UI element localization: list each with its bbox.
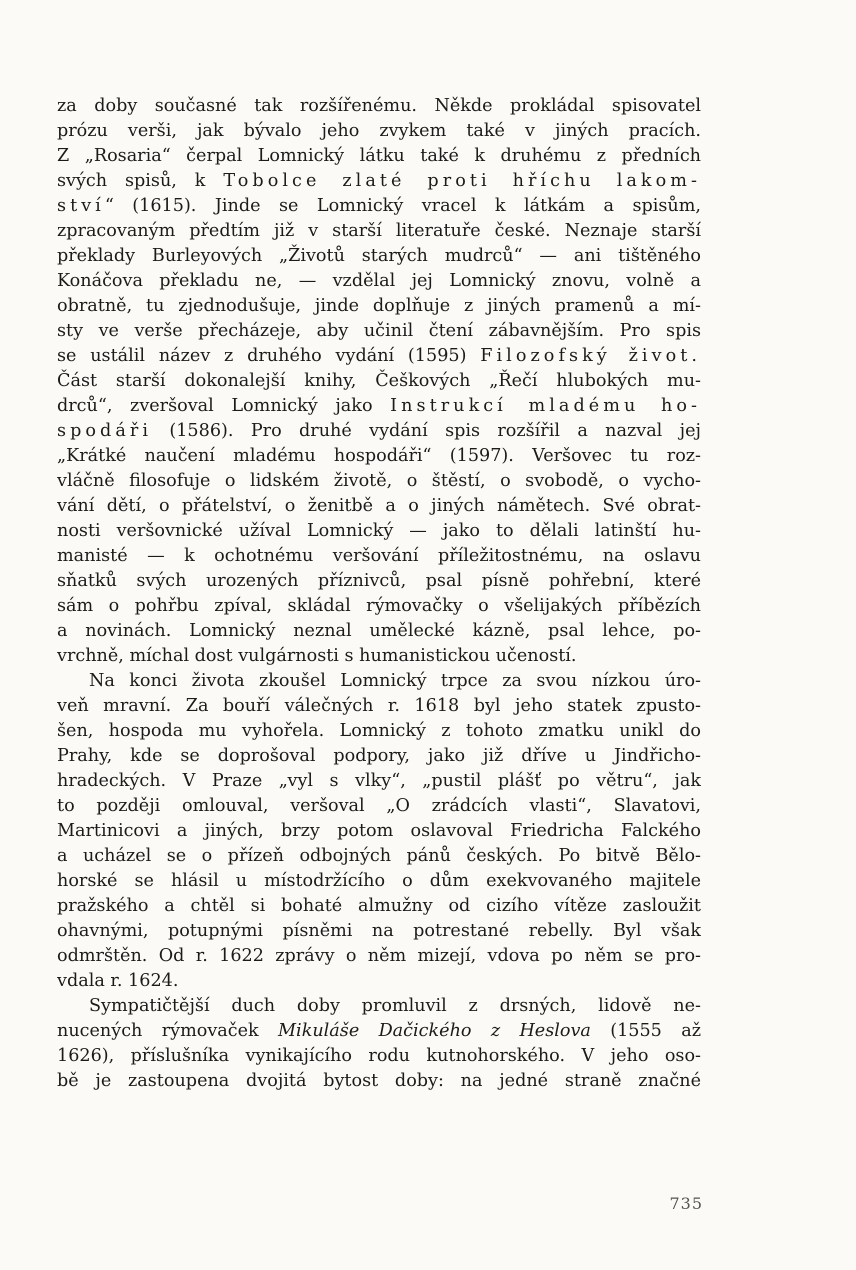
text-line: horské se hlásil u místodržícího o dům exekvovaného majitele <box>57 871 701 891</box>
text-line: 1626), příslušníka vynikajícího rodu kutnohorského. V jeho oso- <box>57 1046 701 1066</box>
spaced-title: spodáři <box>57 421 153 441</box>
text-line: Martinicovi a jiných, brzy potom oslavoval Friedricha Falckého <box>57 821 701 841</box>
text-line: Prahy, kde se doprošoval podpory, jako již dříve u Jindřicho- <box>57 746 701 766</box>
text-line: a ucházel se o přízeň odbojných pánů českých. Po bitvě Bělo- <box>57 846 701 866</box>
text-line: sňatků svých urozených příznivců, psal písně pohřební, které <box>57 571 701 591</box>
spaced-title: Instrukcí mladému ho- <box>390 396 701 416</box>
text-line <box>57 1019 701 1044</box>
spaced-title: Tobolce zlaté proti hříchu lakom- <box>223 171 701 191</box>
text-line <box>57 394 701 419</box>
text-line <box>57 344 701 369</box>
text-line: prózu verši, jak bývalo jeho zvykem také v jiných pracích. <box>57 121 701 141</box>
text-line: hradeckých. V Praze „vyl s vlky“, „pustil plášť po větru“, jak <box>57 771 701 791</box>
text-line: Konáčova překladu ne, — vzdělal jej Lomnický znovu, volně a <box>57 271 701 291</box>
text-line: sty ve verše přecházeje, aby učinil čtení zábavnějším. Pro spis <box>57 321 701 341</box>
text-run: se ustálil název z druhého vydání (1595) <box>57 346 481 366</box>
page-number: 735 <box>669 1194 703 1213</box>
spaced-title: Filozofský život. <box>480 346 701 366</box>
text-line <box>57 194 701 219</box>
text-line: šen, hospoda mu vyhořela. Lomnický z tohoto zmatku unikl do <box>57 721 701 741</box>
text-line: Část starší dokonalejší knihy, Češkových „Řečí hlubokých mu- <box>57 371 701 391</box>
text-line: Na konci života zkoušel Lomnický trpce za svou nízkou úro- <box>89 671 701 691</box>
text-line: pražského a chtěl si bohaté almužny od cizího vítěze zasloužit <box>57 896 701 916</box>
text-line: to později omlouval, veršoval „O zrádcích vlasti“, Slavatovi, <box>57 796 701 816</box>
text-line: vrchně, míchal dost vulgárnosti s humanistickou učeností. <box>57 646 577 666</box>
text-line: Sympatičtější duch doby promluvil z drsných, lidově ne- <box>89 996 701 1016</box>
text-line <box>57 419 701 444</box>
text-line: manisté — k ochotnému veršování příležitostnému, na oslavu <box>57 546 701 566</box>
text-line: zpracovaným předtím již v starší literatuře české. Neznaje starší <box>57 221 701 241</box>
italic-name: Mikuláše Dačického z Heslova <box>278 1021 591 1041</box>
text-line: „Krátké naučení mladému hospodáři“ (1597). Veršovec tu roz- <box>57 446 701 466</box>
text-run: drců“, zveršoval Lomnický jako <box>57 396 391 416</box>
text-line <box>57 169 701 194</box>
text-line: obratně, tu zjednodušuje, jinde doplňuje z jiných pramenů a mí- <box>57 296 701 316</box>
body-text <box>57 94 701 1094</box>
text-run: “ (1615). Jinde se Lomnický vracel k látkám a spisům, <box>104 196 701 216</box>
text-run: nucených rýmovaček <box>57 1021 279 1041</box>
text-line: překlady Burleyových „Životů starých mudrců“ — ani tištěného <box>57 246 701 266</box>
text-line: odmrštěn. Od r. 1622 zprávy o něm mizejí, vdova po něm se pro- <box>57 946 701 966</box>
text-line: Z „Rosaria“ čerpal Lomnický látku také k druhému z předních <box>57 146 701 166</box>
text-line: veň mravní. Za bouří válečných r. 1618 byl jeho statek zpusto- <box>57 696 701 716</box>
text-line: bě je zastoupena dvojitá bytost doby: na jedné straně značné <box>57 1071 701 1091</box>
text-line: za doby současné tak rozšířenému. Někde prokládal spisovatel <box>57 96 701 116</box>
text-line: vání dětí, o přátelství, o ženitbě a o jiných námětech. Své obrat- <box>57 496 701 516</box>
text-line: a novinách. Lomnický neznal umělecké kázně, psal lehce, po- <box>57 621 701 641</box>
text-line: nosti veršovnické užíval Lomnický — jako to dělali latinští hu- <box>57 521 701 541</box>
text-line: sám o pohřbu zpíval, skládal rýmovačky o všelijakých příbězích <box>57 596 701 616</box>
text-line: vdala r. 1624. <box>57 971 179 991</box>
spaced-title: ství <box>57 196 105 216</box>
text-run: svých spisů, k <box>57 171 224 191</box>
text-line: vláčně filosofuje o lidském životě, o štěstí, o svobodě, o vycho- <box>57 471 701 491</box>
text-line: ohavnými, potupnými písněmi na potrestané rebelly. Byl však <box>57 921 701 941</box>
text-run: (1555 až <box>590 1021 701 1041</box>
text-run: (1586). Pro druhé vydání spis rozšířil a nazval jej <box>152 421 701 441</box>
